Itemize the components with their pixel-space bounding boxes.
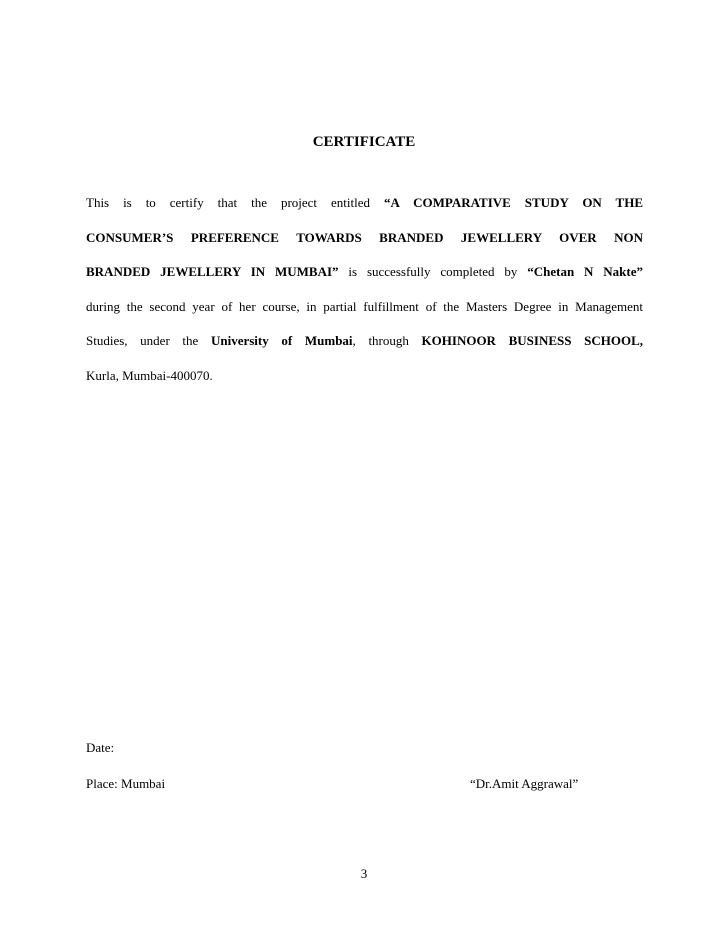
date-label: Date: [86, 740, 115, 755]
place-label: Place: Mumbai [86, 776, 166, 791]
body-text-segment: , through [352, 333, 422, 348]
project-title-end: BRANDED JEWELLERY IN MUMBAI” [86, 264, 339, 279]
body-line-5 [86, 324, 643, 359]
school-name: KOHINOOR BUSINESS SCHOOL, [421, 333, 643, 348]
body-line-6: Kurla, Mumbai-400070. [86, 367, 213, 383]
body-line-3 [86, 255, 643, 290]
body-text-segment: This is to certify that the project entitled [86, 195, 384, 210]
project-title-start: “A COMPARATIVE STUDY ON THE [383, 195, 643, 210]
signatory-name: “Dr.Amit Aggrawal” [470, 776, 579, 791]
body-line-2: CONSUMER’S PREFERENCE TOWARDS BRANDED JEWELLERY OVER NON [86, 229, 643, 245]
page-number: 3 [360, 866, 368, 881]
body-line-1 [86, 186, 643, 221]
student-name: “Chetan N Nakte” [527, 264, 644, 279]
certificate-body [86, 186, 643, 393]
body-text-segment: is successfully completed by [338, 264, 528, 279]
university-name: University of Mumbai [210, 333, 353, 348]
certificate-title: CERTIFICATE [312, 134, 416, 150]
body-text-segment: Studies, under the [86, 333, 211, 348]
body-line-4: during the second year of her course, in partial fulfillment of the Masters Degree in Management [86, 298, 643, 314]
